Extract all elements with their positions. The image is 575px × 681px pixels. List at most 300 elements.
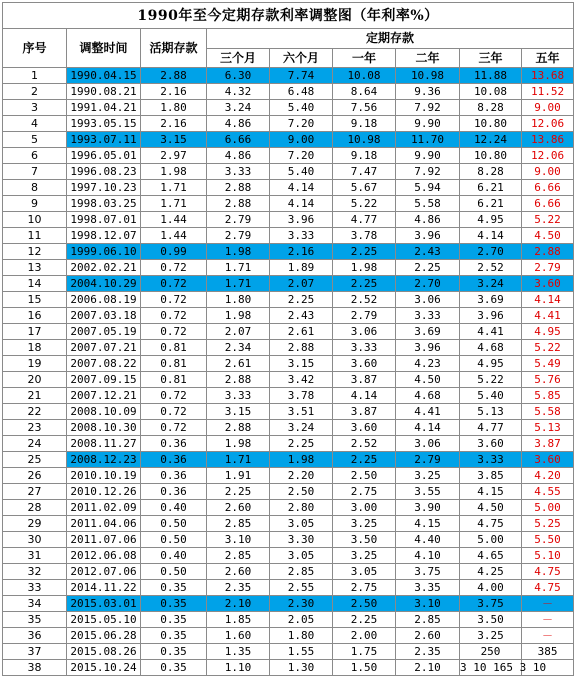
rate-1-year-cell: 3.60 — [333, 356, 396, 372]
rate-5-years-cell: 5.22 — [522, 340, 574, 356]
rate-6-months-cell: 3.33 — [270, 228, 333, 244]
rate-2-years-cell: 4.15 — [396, 516, 460, 532]
rate-3-years-cell: 5.40 — [460, 388, 522, 404]
table-row — [3, 548, 574, 564]
demand-rate-cell: 1.80 — [141, 100, 207, 116]
adjust-date-cell: 2011.07.06 — [67, 532, 141, 548]
rate-5-years-cell: 4.20 — [522, 468, 574, 484]
adjust-date-cell: 2015.06.28 — [67, 628, 141, 644]
rate-3-months-cell: 2.88 — [207, 180, 270, 196]
rate-5-years-cell: 9.00 — [522, 100, 574, 116]
rate-3-months-cell: 2.60 — [207, 564, 270, 580]
rate-1-year-cell: 3.00 — [333, 500, 396, 516]
row-index-cell: 16 — [3, 308, 67, 324]
row-index-cell: 31 — [3, 548, 67, 564]
rate-3-years-cell: 3.33 — [460, 452, 522, 468]
row-index-cell: 11 — [3, 228, 67, 244]
rate-3-months-cell: 1.71 — [207, 260, 270, 276]
header-term-3-years: 三年 — [460, 48, 522, 68]
demand-rate-cell: 0.72 — [141, 308, 207, 324]
row-index-cell: 34 — [3, 596, 67, 612]
demand-rate-cell: 0.35 — [141, 612, 207, 628]
demand-rate-cell: 0.72 — [141, 388, 207, 404]
rate-2-years-cell: 2.43 — [396, 244, 460, 260]
header-term-6-months: 六个月 — [270, 48, 333, 68]
adjust-date-cell: 2010.12.26 — [67, 484, 141, 500]
rate-3-years-cell: 4.95 — [460, 212, 522, 228]
rate-6-months-cell: 4.14 — [270, 196, 333, 212]
rate-1-year-cell: 2.25 — [333, 612, 396, 628]
rate-1-year-cell: 2.25 — [333, 244, 396, 260]
rate-2-years-cell: 3.06 — [396, 436, 460, 452]
rate-2-years-cell: 5.94 — [396, 180, 460, 196]
adjust-date-cell: 1998.03.25 — [67, 196, 141, 212]
rate-1-year-cell: 8.64 — [333, 84, 396, 100]
rate-6-months-cell: 1.30 — [270, 660, 333, 676]
adjust-date-cell: 2007.09.15 — [67, 372, 141, 388]
adjust-date-cell: 1993.05.15 — [67, 116, 141, 132]
table-row — [3, 132, 574, 148]
demand-rate-cell: 0.81 — [141, 372, 207, 388]
rate-2-years-cell: 3.96 — [396, 228, 460, 244]
table-row — [3, 180, 574, 196]
rate-5-years-cell: 4.14 — [522, 292, 574, 308]
rate-6-months-cell: 2.25 — [270, 292, 333, 308]
adjust-date-cell: 1990.08.21 — [67, 84, 141, 100]
header-index: 序号 — [3, 29, 67, 68]
rate-3-years-cell: 4.41 — [460, 324, 522, 340]
rate-5-years-cell: 4.41 — [522, 308, 574, 324]
table-row — [3, 260, 574, 276]
rate-table — [2, 2, 574, 676]
rate-2-years-cell: 3.69 — [396, 324, 460, 340]
header-term-3-months: 三个月 — [207, 48, 270, 68]
demand-rate-cell: 0.81 — [141, 340, 207, 356]
rate-6-months-cell: 2.20 — [270, 468, 333, 484]
rate-1-year-cell: 3.25 — [333, 548, 396, 564]
rate-3-months-cell: 2.85 — [207, 548, 270, 564]
rate-3-months-cell: 1.98 — [207, 308, 270, 324]
rate-6-months-cell: 2.25 — [270, 436, 333, 452]
demand-rate-cell: 0.72 — [141, 404, 207, 420]
rate-1-year-cell: 2.50 — [333, 468, 396, 484]
row-index-cell: 36 — [3, 628, 67, 644]
row-index-cell: 33 — [3, 580, 67, 596]
row-index-cell: 4 — [3, 116, 67, 132]
row-index-cell: 35 — [3, 612, 67, 628]
rate-1-year-cell: 1.50 — [333, 660, 396, 676]
rate-2-years-cell: 3.75 — [396, 564, 460, 580]
row-index-cell: 14 — [3, 276, 67, 292]
rate-3-months-cell: 1.71 — [207, 452, 270, 468]
table-row — [3, 356, 574, 372]
table-row — [3, 420, 574, 436]
table-row — [3, 68, 574, 84]
rate-3-months-cell: 1.85 — [207, 612, 270, 628]
row-index-cell: 38 — [3, 660, 67, 676]
rate-2-years-cell: 4.68 — [396, 388, 460, 404]
adjust-date-cell: 2002.02.21 — [67, 260, 141, 276]
rate-5-years-cell: 6.66 — [522, 180, 574, 196]
demand-rate-cell: 0.72 — [141, 324, 207, 340]
demand-rate-cell: 0.81 — [141, 356, 207, 372]
rate-5-years-cell: 3.87 — [522, 436, 574, 452]
rate-3-months-cell: 2.10 — [207, 596, 270, 612]
rate-3-months-cell: 2.79 — [207, 212, 270, 228]
adjust-date-cell: 2008.12.23 — [67, 452, 141, 468]
demand-rate-cell: 1.71 — [141, 196, 207, 212]
row-index-cell: 6 — [3, 148, 67, 164]
table-row — [3, 532, 574, 548]
demand-rate-cell: 0.72 — [141, 276, 207, 292]
rate-3-years-cell: 4.65 — [460, 548, 522, 564]
rate-2-years-cell: 4.10 — [396, 548, 460, 564]
rate-3-months-cell: 2.88 — [207, 372, 270, 388]
rate-6-months-cell: 3.30 — [270, 532, 333, 548]
rate-3-years-cell: 3.96 — [460, 308, 522, 324]
rate-5-years-cell: 3.60 — [522, 452, 574, 468]
rate-6-months-cell: 2.43 — [270, 308, 333, 324]
rate-3-months-cell: 1.10 — [207, 660, 270, 676]
rate-3-years-cell: 6.21 — [460, 196, 522, 212]
table-row — [3, 452, 574, 468]
rate-1-year-cell: 3.87 — [333, 372, 396, 388]
rate-5-years-cell: 11.52 — [522, 84, 574, 100]
rate-2-years-cell: 2.79 — [396, 452, 460, 468]
rate-6-months-cell: 6.48 — [270, 84, 333, 100]
rate-6-months-cell: 1.89 — [270, 260, 333, 276]
rate-6-months-cell: 3.24 — [270, 420, 333, 436]
rate-2-years-cell: 2.85 — [396, 612, 460, 628]
rate-1-year-cell: 3.06 — [333, 324, 396, 340]
rate-2-years-cell: 9.36 — [396, 84, 460, 100]
rate-5-years-cell: 5.00 — [522, 500, 574, 516]
rate-1-year-cell: 2.75 — [333, 580, 396, 596]
rate-3-months-cell: 2.25 — [207, 484, 270, 500]
demand-rate-cell: 0.35 — [141, 628, 207, 644]
adjust-date-cell: 1993.07.11 — [67, 132, 141, 148]
rate-3-years-cell: 4.00 — [460, 580, 522, 596]
rate-1-year-cell: 7.56 — [333, 100, 396, 116]
rate-6-months-cell: 5.40 — [270, 164, 333, 180]
table-row — [3, 324, 574, 340]
adjust-date-cell: 1998.07.01 — [67, 212, 141, 228]
table-row — [3, 196, 574, 212]
adjust-date-cell: 2008.10.30 — [67, 420, 141, 436]
row-index-cell: 12 — [3, 244, 67, 260]
row-index-cell: 8 — [3, 180, 67, 196]
rate-2-years-cell: 9.90 — [396, 148, 460, 164]
rate-2-years-cell: 2.25 — [396, 260, 460, 276]
table-row — [3, 84, 574, 100]
header-fixed-deposit-group: 定期存款 — [207, 29, 574, 49]
row-index-cell: 2 — [3, 84, 67, 100]
demand-rate-cell: 0.35 — [141, 644, 207, 660]
demand-rate-cell: 0.36 — [141, 468, 207, 484]
rate-6-months-cell: 3.96 — [270, 212, 333, 228]
table-row — [3, 628, 574, 644]
adjust-date-cell: 1990.04.15 — [67, 68, 141, 84]
row-index-cell: 15 — [3, 292, 67, 308]
header-demand-deposit: 活期存款 — [141, 29, 207, 68]
rate-1-year-cell: 3.78 — [333, 228, 396, 244]
header-term-2-years: 二年 — [396, 48, 460, 68]
rate-6-months-cell: 3.78 — [270, 388, 333, 404]
rate-3-months-cell: 4.32 — [207, 84, 270, 100]
row-index-cell: 21 — [3, 388, 67, 404]
rate-3-months-cell: 1.80 — [207, 292, 270, 308]
rate-3-years-cell: 4.77 — [460, 420, 522, 436]
table-row — [3, 244, 574, 260]
rate-2-years-cell: 7.92 — [396, 100, 460, 116]
demand-rate-cell: 2.16 — [141, 84, 207, 100]
rate-3-months-cell: 6.30 — [207, 68, 270, 84]
rate-3-months-cell: 2.88 — [207, 420, 270, 436]
rate-1-year-cell: 3.05 — [333, 564, 396, 580]
rate-3-months-cell: 2.35 — [207, 580, 270, 596]
rate-2-years-cell: 3.55 — [396, 484, 460, 500]
rate-3-years-cell: 11.88 — [460, 68, 522, 84]
rate-1-year-cell: 9.18 — [333, 148, 396, 164]
rate-6-months-cell: 1.80 — [270, 628, 333, 644]
rate-3-months-cell: 4.86 — [207, 148, 270, 164]
rate-3-months-cell: 2.07 — [207, 324, 270, 340]
rate-1-year-cell: 2.52 — [333, 292, 396, 308]
demand-rate-cell: 1.44 — [141, 228, 207, 244]
row-index-cell: 1 — [3, 68, 67, 84]
rate-2-years-cell: 3.90 — [396, 500, 460, 516]
rate-5-years-cell: 5.13 — [522, 420, 574, 436]
rate-3-months-cell: 1.35 — [207, 644, 270, 660]
rate-3-years-cell: 10.80 — [460, 116, 522, 132]
rate-6-months-cell: 7.74 — [270, 68, 333, 84]
rate-1-year-cell: 2.52 — [333, 436, 396, 452]
rate-1-year-cell: 3.50 — [333, 532, 396, 548]
table-row — [3, 148, 574, 164]
rate-2-years-cell: 11.70 — [396, 132, 460, 148]
rate-6-months-cell: 2.80 — [270, 500, 333, 516]
rate-3-years-cell: 3.75 — [460, 596, 522, 612]
rate-3-months-cell: 1.91 — [207, 468, 270, 484]
rate-3-years-cell: 2.52 — [460, 260, 522, 276]
row-index-cell: 18 — [3, 340, 67, 356]
row-index-cell: 37 — [3, 644, 67, 660]
rate-5-years-cell: － — [522, 596, 574, 612]
row-index-cell: 9 — [3, 196, 67, 212]
demand-rate-cell: 0.35 — [141, 580, 207, 596]
table-row — [3, 308, 574, 324]
demand-rate-cell: 0.40 — [141, 548, 207, 564]
demand-rate-cell: 0.36 — [141, 452, 207, 468]
row-index-cell: 29 — [3, 516, 67, 532]
rate-2-years-cell: 2.35 — [396, 644, 460, 660]
table-row — [3, 564, 574, 580]
rate-6-months-cell: 3.15 — [270, 356, 333, 372]
rate-1-year-cell: 2.79 — [333, 308, 396, 324]
row-index-cell: 19 — [3, 356, 67, 372]
adjust-date-cell: 2006.08.19 — [67, 292, 141, 308]
row-index-cell: 20 — [3, 372, 67, 388]
adjust-date-cell: 2007.08.22 — [67, 356, 141, 372]
rate-3-months-cell: 2.79 — [207, 228, 270, 244]
rate-6-months-cell: 3.05 — [270, 516, 333, 532]
table-row — [3, 500, 574, 516]
row-index-cell: 32 — [3, 564, 67, 580]
rate-3-months-cell: 3.33 — [207, 388, 270, 404]
demand-rate-cell: 0.99 — [141, 244, 207, 260]
rate-3-months-cell: 2.61 — [207, 356, 270, 372]
rate-1-year-cell: 5.22 — [333, 196, 396, 212]
adjust-date-cell: 1997.10.23 — [67, 180, 141, 196]
rate-1-year-cell: 3.60 — [333, 420, 396, 436]
rate-1-year-cell: 4.14 — [333, 388, 396, 404]
adjust-date-cell: 2008.10.09 — [67, 404, 141, 420]
row-index-cell: 10 — [3, 212, 67, 228]
rate-3-months-cell: 1.98 — [207, 436, 270, 452]
rate-3-years-cell: 2.70 — [460, 244, 522, 260]
rate-2-years-cell: 3.10 — [396, 596, 460, 612]
rate-1-year-cell: 3.25 — [333, 516, 396, 532]
demand-rate-cell: 0.40 — [141, 500, 207, 516]
demand-rate-cell: 0.50 — [141, 532, 207, 548]
rate-3-years-cell: 4.68 — [460, 340, 522, 356]
adjust-date-cell: 2007.12.21 — [67, 388, 141, 404]
rate-5-years-cell: 2.79 — [522, 260, 574, 276]
rate-6-months-cell: 2.05 — [270, 612, 333, 628]
rate-6-months-cell: 2.50 — [270, 484, 333, 500]
rate-5-years-cell: 5.76 — [522, 372, 574, 388]
demand-rate-cell: 0.35 — [141, 596, 207, 612]
table-row — [3, 164, 574, 180]
rate-6-months-cell: 2.61 — [270, 324, 333, 340]
demand-rate-cell: 2.97 — [141, 148, 207, 164]
rate-6-months-cell: 3.42 — [270, 372, 333, 388]
table-body — [3, 68, 574, 676]
rate-3-months-cell: 3.24 — [207, 100, 270, 116]
row-index-cell: 7 — [3, 164, 67, 180]
row-index-cell: 13 — [3, 260, 67, 276]
rate-6-months-cell: 1.55 — [270, 644, 333, 660]
table-row — [3, 100, 574, 116]
rate-6-months-cell: 3.05 — [270, 548, 333, 564]
rate-1-year-cell: 2.50 — [333, 596, 396, 612]
row-index-cell: 5 — [3, 132, 67, 148]
rate-5-years-cell: 5.10 — [522, 548, 574, 564]
rate-1-year-cell: 1.75 — [333, 644, 396, 660]
table-row — [3, 212, 574, 228]
rate-1-year-cell: 3.87 — [333, 404, 396, 420]
rate-5-years-cell: 385 — [522, 644, 574, 660]
rate-3-years-cell: 8.28 — [460, 164, 522, 180]
table-title: 1990年至今定期存款利率调整图（年利率%） — [3, 3, 574, 29]
rate-5-years-cell: 5.85 — [522, 388, 574, 404]
rate-3-months-cell: 6.66 — [207, 132, 270, 148]
rate-3-months-cell: 1.98 — [207, 244, 270, 260]
adjust-date-cell: 2011.02.09 — [67, 500, 141, 516]
rate-1-year-cell: 4.77 — [333, 212, 396, 228]
demand-rate-cell: 2.16 — [141, 116, 207, 132]
rate-5-years-cell: 5.49 — [522, 356, 574, 372]
adjust-date-cell: 1999.06.10 — [67, 244, 141, 260]
row-index-cell: 22 — [3, 404, 67, 420]
rate-6-months-cell: 1.98 — [270, 452, 333, 468]
rate-3-years-cell: 4.50 — [460, 500, 522, 516]
rate-5-years-cell: － — [522, 612, 574, 628]
adjust-date-cell: 2012.07.06 — [67, 564, 141, 580]
rate-6-months-cell: 7.20 — [270, 148, 333, 164]
rate-6-months-cell: 2.30 — [270, 596, 333, 612]
rate-3-months-cell: 1.60 — [207, 628, 270, 644]
adjust-date-cell: 1998.12.07 — [67, 228, 141, 244]
rate-6-months-cell: 2.16 — [270, 244, 333, 260]
table-row — [3, 372, 574, 388]
table-row — [3, 436, 574, 452]
header-term-5-years: 五年 — [522, 48, 574, 68]
rate-3-months-cell: 2.34 — [207, 340, 270, 356]
rate-3-months-cell: 4.86 — [207, 116, 270, 132]
rate-3-years-cell: 3.24 — [460, 276, 522, 292]
adjust-date-cell: 2011.04.06 — [67, 516, 141, 532]
rate-2-years-cell: 9.90 — [396, 116, 460, 132]
table-row — [3, 468, 574, 484]
table-row — [3, 292, 574, 308]
rate-3-years-cell: 5.13 — [460, 404, 522, 420]
rate-3-months-cell: 2.85 — [207, 516, 270, 532]
rate-2-years-cell: 3.96 — [396, 340, 460, 356]
rate-5-years-cell: 4.50 — [522, 228, 574, 244]
row-index-cell: 27 — [3, 484, 67, 500]
rate-5-years-cell: 5.50 — [522, 532, 574, 548]
row-index-cell: 28 — [3, 500, 67, 516]
rate-2-years-cell: 7.92 — [396, 164, 460, 180]
rate-3-years-cell: 4.14 — [460, 228, 522, 244]
table-row — [3, 644, 574, 660]
rate-6-months-cell: 2.07 — [270, 276, 333, 292]
rate-3-months-cell: 3.10 — [207, 532, 270, 548]
rate-1-year-cell: 9.18 — [333, 116, 396, 132]
demand-rate-cell: 3.15 — [141, 132, 207, 148]
rate-2-years-cell: 3.06 — [396, 292, 460, 308]
row-index-cell: 3 — [3, 100, 67, 116]
rate-2-years-cell: 2.10 — [396, 660, 460, 676]
rate-5-years-cell: 6.66 — [522, 196, 574, 212]
demand-rate-cell: 0.72 — [141, 260, 207, 276]
rate-3-years-cell: 4.15 — [460, 484, 522, 500]
demand-rate-cell: 0.36 — [141, 436, 207, 452]
rate-6-months-cell: 9.00 — [270, 132, 333, 148]
adjust-date-cell: 1996.08.23 — [67, 164, 141, 180]
rate-5-years-cell: 5.25 — [522, 516, 574, 532]
adjust-date-cell: 1991.04.21 — [67, 100, 141, 116]
rate-6-months-cell: 2.85 — [270, 564, 333, 580]
demand-rate-cell: 1.44 — [141, 212, 207, 228]
rate-1-year-cell: 1.98 — [333, 260, 396, 276]
rate-2-years-cell: 4.50 — [396, 372, 460, 388]
rate-3-years-cell: 5.00 — [460, 532, 522, 548]
rate-3-years-cell: 250 — [460, 644, 522, 660]
table-row — [3, 612, 574, 628]
adjust-date-cell: 2012.06.08 — [67, 548, 141, 564]
table-row — [3, 516, 574, 532]
rate-6-months-cell: 5.40 — [270, 100, 333, 116]
rate-3-months-cell: 3.15 — [207, 404, 270, 420]
row-index-cell: 25 — [3, 452, 67, 468]
adjust-date-cell: 2015.08.26 — [67, 644, 141, 660]
rate-3-years-cell: 3.85 — [460, 468, 522, 484]
rate-1-year-cell: 10.08 — [333, 68, 396, 84]
rate-6-months-cell: 3.51 — [270, 404, 333, 420]
table-row — [3, 660, 574, 676]
